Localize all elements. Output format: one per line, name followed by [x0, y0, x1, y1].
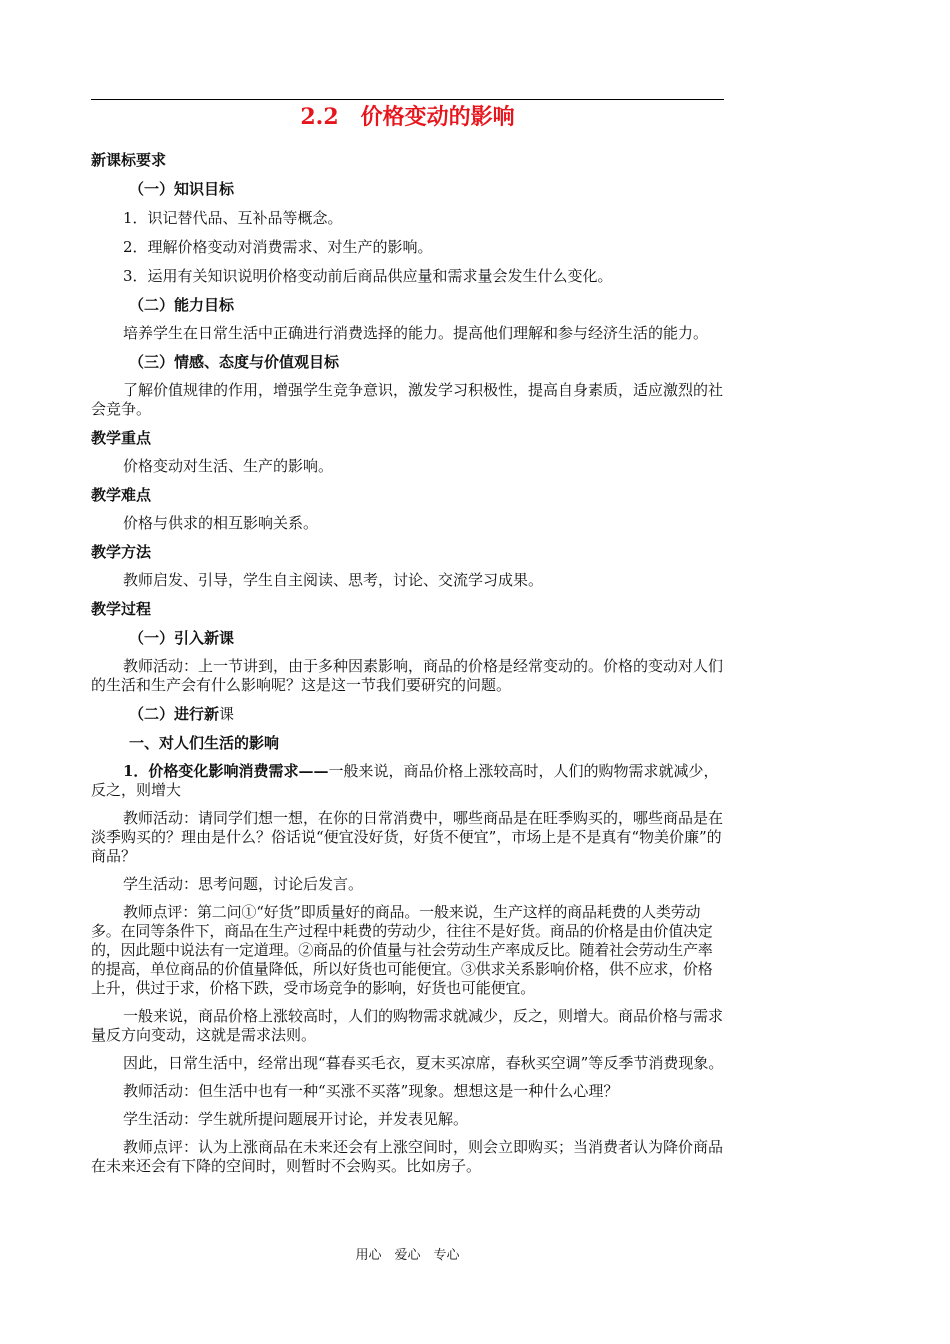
page-footer: 用心 爱心 专心	[355, 1248, 460, 1263]
teacher-question-1: 教师活动：请同学们想一想，在你的日常消费中，哪些商品是在旺季购买的，哪些商品是在淡季购买的？理由是什么？俗话说“便宜没好货，好货不便宜”，市场上是不是真有“物美价廉”的商品？	[91, 809, 724, 865]
life-heading: 一、对人们生活的影响	[129, 734, 280, 752]
teacher-comment-1: 教师点评：第二问①“好货”即质量好的商品。一般来说，生产这样的商品耗费的人类劳动多。在同等条件下，商品在生产过程中耗费的劳动少，往往不是好货。商品的价格是由价值决定的，因此题中说法有一定道理。②商品的价值量与社会劳动生产率成反比。随着社会劳动生产率的提高，单位商品的价值量降低，所以好货也可能便宜。③供求关系影响价格，供不应求，价格上升，供过于求，价格下跌，受市场竞争的影响，好货也可能便宜。	[91, 903, 713, 997]
header-rule	[91, 99, 724, 100]
new-lesson-heading-normal: 课	[219, 705, 235, 723]
knowledge-item: 2．理解价格变动对消费需求、对生产的影响。	[123, 238, 433, 256]
point1-lead: 1．价格变化影响消费需求——	[123, 762, 329, 780]
process-heading: 教学过程	[91, 600, 152, 618]
difficulty-text: 价格与供求的相互影响关系。	[123, 514, 319, 532]
emotion-heading: （三）情感、态度与价值观目标	[129, 353, 340, 371]
page-title: 2.2 价格变动的影响	[300, 104, 515, 130]
knowledge-heading: （一）知识目标	[129, 180, 235, 198]
knowledge-item: 3．运用有关知识说明价格变动前后商品供应量和需求量会发生什么变化。	[123, 267, 613, 285]
curriculum-heading: 新课标要求	[91, 151, 167, 169]
point1	[91, 762, 724, 800]
student-activity-1: 学生活动：思考问题，讨论后发言。	[123, 875, 364, 893]
teacher-question-2: 教师活动：但生活中也有一种“买涨不买落”现象。想想这是一种什么心理？	[123, 1082, 619, 1100]
student-activity-2: 学生活动：学生就所提问题展开讨论，并发表见解。	[123, 1110, 469, 1128]
new-lesson-heading	[91, 704, 724, 724]
season-text: 因此，日常生活中，经常出现“暮春买毛衣，夏末买凉席，春秋买空调”等反季节消费现象。	[123, 1054, 724, 1072]
key-text: 价格变动对生活、生产的影响。	[123, 457, 334, 475]
intro-text: 教师活动：上一节讲到，由于多种因素影响，商品的价格是经常变动的。价格的变动对人们的生活和生产会有什么影响呢？这是这一节我们要研究的问题。	[91, 657, 724, 694]
ability-heading: （二）能力目标	[129, 296, 235, 314]
teacher-comment-2: 教师点评：认为上涨商品在未来还会有上涨空间时，则会立即购买；当消费者认为降价商品在未来还会有下降的空间时，则暂时不会购买。比如房子。	[91, 1138, 724, 1175]
method-text: 教师启发、引导，学生自主阅读、思考，讨论、交流学习成果。	[123, 571, 544, 589]
difficulty-heading: 教学难点	[91, 486, 152, 504]
intro-heading: （一）引入新课	[129, 629, 235, 647]
emotion-text: 了解价值规律的作用，增强学生竞争意识，激发学习积极性，提高自身素质，适应激烈的社会竞争。	[91, 381, 724, 418]
document-body	[91, 150, 724, 1176]
point1-text: 一般来说，商品价格上涨较高时，人们的购物需求就减少，反之，则增大	[91, 762, 719, 799]
ability-text: 培养学生在日常生活中正确进行消费选择的能力。提高他们理解和参与经济生活的能力。	[123, 324, 709, 342]
key-heading: 教学重点	[91, 429, 152, 447]
method-heading: 教学方法	[91, 543, 152, 561]
knowledge-item: 1．识记替代品、互补品等概念。	[123, 209, 343, 227]
demand-law-text: 一般来说，商品价格上涨较高时，人们的购物需求就减少，反之，则增大。商品价格与需求量反方向变动，这就是需求法则。	[91, 1007, 724, 1044]
new-lesson-heading-bold: （二）进行新	[129, 705, 220, 723]
